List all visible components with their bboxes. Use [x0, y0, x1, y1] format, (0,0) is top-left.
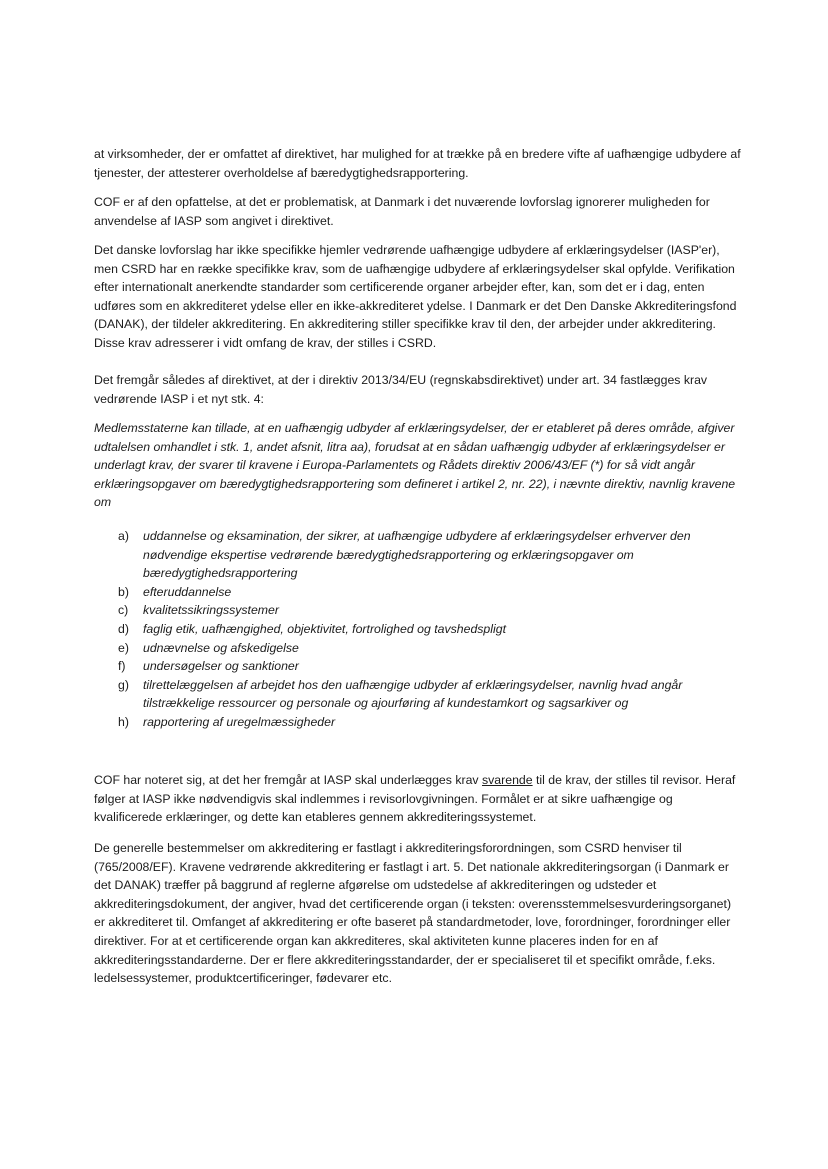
- list-item-text: rapportering af uregelmæssigheder: [143, 714, 336, 729]
- paragraph-5: [94, 771, 744, 827]
- directive-quote: Medlemsstaterne kan tillade, at en uafhængig udbyder af erklæringsydelser, der er etableret på deres område, afgiver udtalelsen omhandlet i stk. 1, andet afsnit, litra aa), forudsat at en sådan uafhængig udbyder af erklæringsydelser er underlagt krav, der svarer til kravene i Europa-Parlamentets og Rådets direktiv 2006/43/EF (*) for så vidt angår erklæringsopgaver om bæredygtighedsrapportering som defineret i artikel 2, nr. 22), i nævnte direktiv, navnlig kravene om: [94, 421, 736, 510]
- list-item: [94, 527, 744, 583]
- list-item: [94, 657, 744, 676]
- list-marker: c): [118, 603, 129, 618]
- list-item-text: efteruddannelse: [143, 584, 232, 599]
- list-marker: h): [118, 714, 129, 729]
- list-item-text: undersøgelser og sanktioner: [143, 659, 299, 674]
- list-item: [94, 620, 744, 639]
- list-item: [94, 713, 744, 732]
- list-item-text: kvalitetssikringssystemer: [143, 603, 279, 618]
- list-marker: a): [118, 529, 129, 543]
- paragraph-2: COF er af den opfattelse, at det er problematisk, at Danmark i det nuværende lovforslag ignorerer muligheden for anvendelse af IASP som angivet i direktivet.: [94, 195, 710, 228]
- list-marker: g): [118, 677, 129, 692]
- list-item-text: uddannelse og eksamination, der sikrer, at uafhængige udbydere af erklæringsydelser erhverver den nødvendige ekspertise vedrørende bæredygtighedsrapportering og erklæringsopgaver om bæredygtighedsrapportering: [143, 529, 691, 581]
- underlined-word: svarende: [482, 773, 533, 787]
- list-marker: f): [118, 659, 126, 674]
- paragraph-5-end: til de krav, der stilles til revisor. Heraf følger at IASP ikke nødvendigvis skal indlemmes i revisorlovgivningen. Formålet er at sikre uafhængige og kvalificerede erklæringer, og dette kan etableres gennem akkrediteringssystemet.: [94, 773, 736, 825]
- list-marker: e): [118, 640, 129, 655]
- paragraph-5-start: COF har noteret sig, at det her fremgår at IASP skal underlægges krav: [94, 773, 482, 787]
- paragraph-4: Det fremgår således af direktivet, at der i direktiv 2013/34/EU (regnskabsdirektivet) under art. 34 fastlægges krav vedrørende IASP i et nyt stk. 4:: [94, 373, 708, 406]
- list-item: [94, 639, 744, 658]
- list-item-text: tilrettelæggelsen af arbejdet hos den uafhængige udbyder af erklæringsydelser, navnlig hvad angår tilstrækkelige ressourcer og personale og ajourføring af kundestamkort og sagsarkiver og: [143, 677, 683, 711]
- list-item-text: faglig etik, uafhængighed, objektivitet, fortrolighed og tavshedspligt: [143, 621, 506, 636]
- list-item: [94, 601, 744, 620]
- list-item: [94, 583, 744, 602]
- list-marker: b): [118, 584, 129, 599]
- paragraph-1: at virksomheder, der er omfattet af direktivet, har mulighed for at trække på en bredere vifte af uafhængige udbydere af tjenester, der attesterer overholdelse af bæredygtighedsrapportering.: [94, 147, 741, 180]
- requirements-list: [94, 527, 744, 732]
- paragraph-3: Det danske lovforslag har ikke specifikke hjemler vedrørende uafhængige udbydere af erklæringsydelser (IASP'er), men CSRD har en række specifikke krav, som de uafhængige udbydere af erklæringsydelser skal opfylde. Verifikation efter internationalt anerkendte standarder som certificerende organer arbejder efter, kan, som det er i dag, enten udføres som en akkrediteret ydelse eller en ikke-akkrediteret ydelse. I Danmark er det Den Danske Akkrediteringsfond (DANAK), der tildeler akkreditering. En akkreditering stiller specifikke krav til den, der arbejder under akkreditering. Disse krav adresserer i vidt omfang de krav, der stilles i CSRD.: [94, 243, 737, 350]
- list-item: [94, 676, 744, 713]
- paragraph-6: De generelle bestemmelser om akkreditering er fastlagt i akkrediteringsforordningen, som CSRD henviser til (765/2008/EF). Kravene vedrørende akkreditering er fastlagt i art. 5. Det nationale akkrediteringsorgan (i Danmark er det DANAK) træffer på baggrund af reglerne afgørelse om udstedelse af akkrediteringen og udsteder et akkrediteringsdokument, der angiver, hvad det certificerende organ (i teksten: overensstemmelsesvurderingsorganet) er akkrediteret til. Omfanget af akkreditering er ofte baseret på standardmetoder, love, forordninger, forordninger eller direktiver. For at et certificerende organ kan akkrediteres, skal aktiviteten kunne placeres inden for en af akkrediteringsstandarderne. Der er flere akkrediteringsstandarder, der er specialiseret til et specifikt område, f.eks. ledelsessystemer, produktcertificeringer, fødevarer etc.: [94, 841, 732, 986]
- list-marker: d): [118, 621, 129, 636]
- list-item-text: udnævnelse og afskedigelse: [143, 640, 299, 655]
